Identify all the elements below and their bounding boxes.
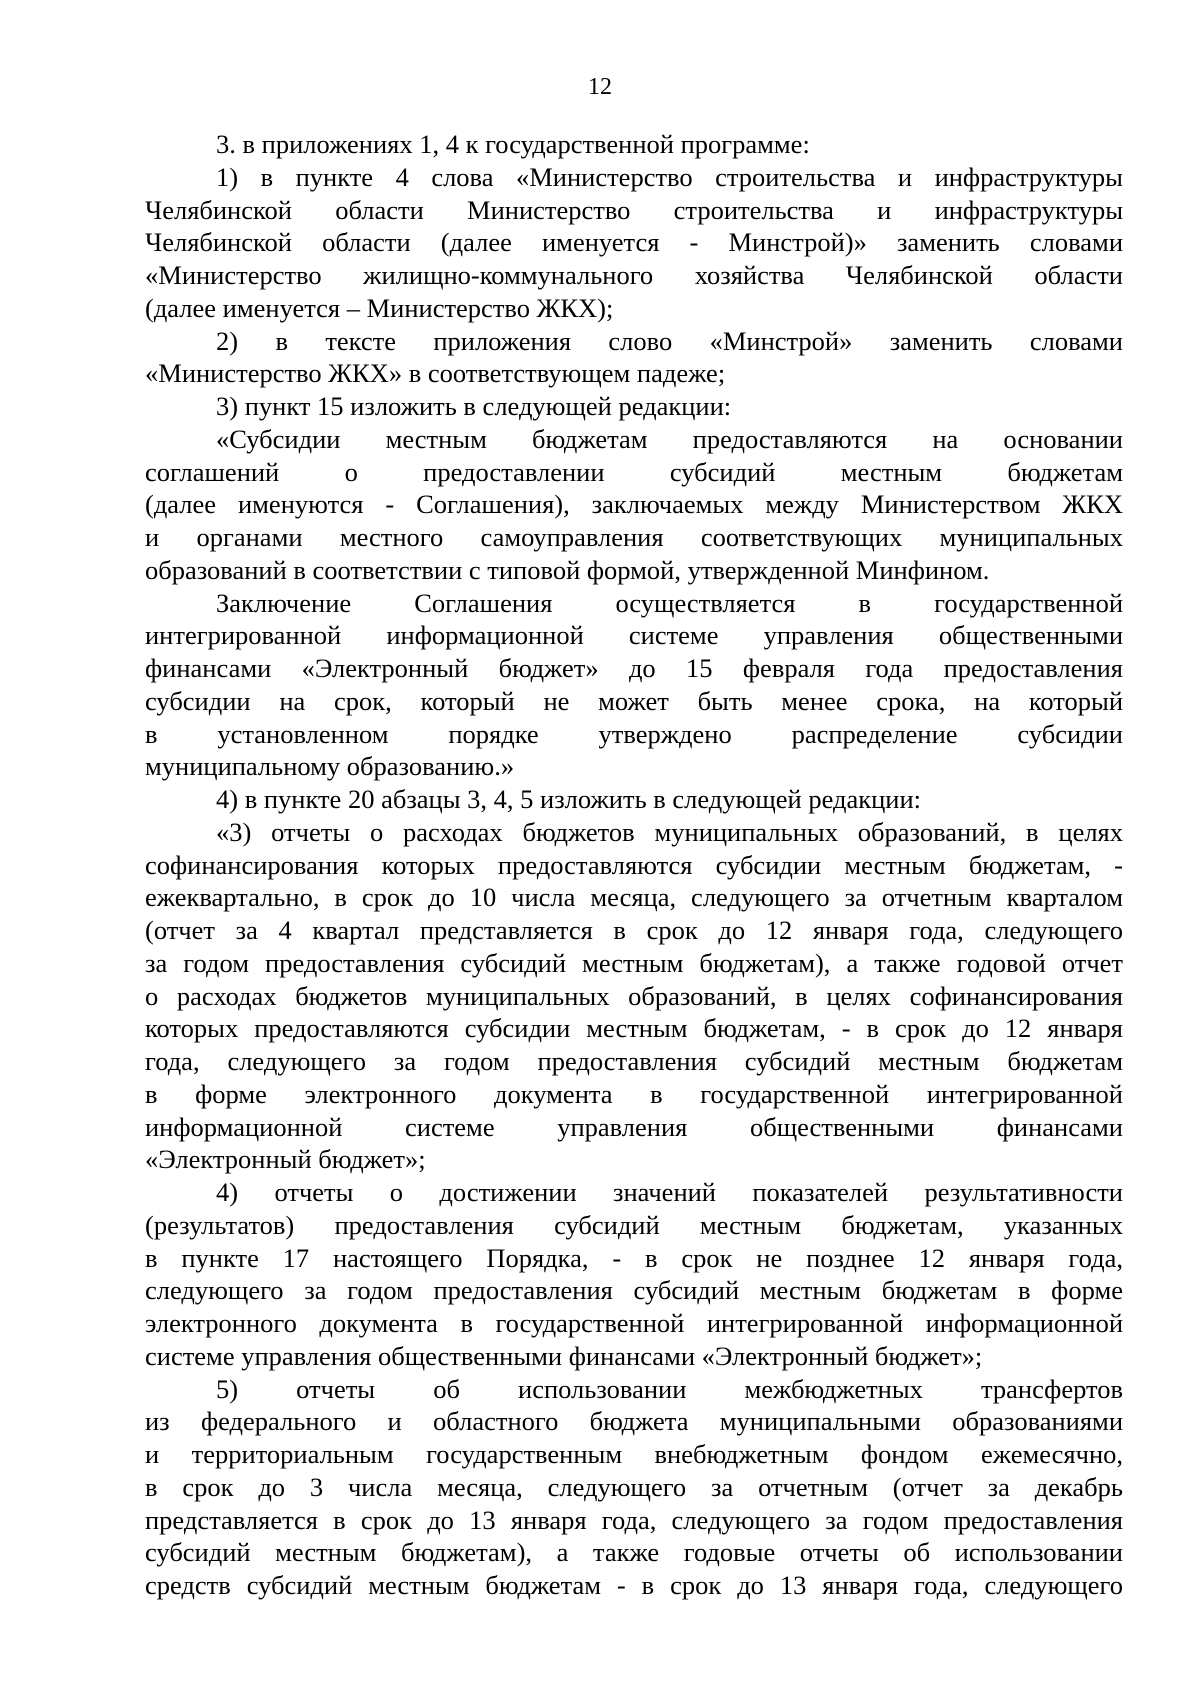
text-line: следующего за годом предоставления субсидий местным бюджетам в форме (145, 1275, 1123, 1306)
text-line: в установленном порядке утверждено распределение субсидии (145, 718, 1123, 749)
text-line: интегрированной информационной системе управления общественными (145, 620, 1123, 651)
text-line: «3) отчеты о расходах бюджетов муниципальных образований, в целях (216, 816, 1123, 847)
text-line: за годом предоставления субсидий местным бюджетам), а также годовой отчет (145, 947, 1123, 978)
text-line: системе управления общественными финансами «Электронный бюджет»; (145, 1340, 983, 1371)
text-line: года, следующего за годом предоставления субсидий местным бюджетам (145, 1046, 1123, 1076)
text-line: (далее именуются - Соглашения), заключаемых между Министерством ЖКХ (145, 489, 1123, 520)
text-line: «Министерство жилищно-коммунального хозяйства Челябинской области (145, 260, 1123, 290)
text-line: о расходах бюджетов муниципальных образований, в целях софинансирования (145, 980, 1123, 1011)
text-line: «Министерство ЖКХ» в соответствующем падеже; (145, 358, 726, 389)
text-line: Челябинской области (далее именуется - Минстрой)» заменить словами (145, 227, 1123, 258)
text-line: и органами местного самоуправления соответствующих муниципальных (145, 522, 1123, 552)
text-line: (результатов) предоставления субсидий местным бюджетам, указанных (145, 1209, 1123, 1240)
text-line: ежеквартально, в срок до 10 числа месяца, следующего за отчетным кварталом (145, 882, 1123, 913)
text-line: представляется в срок до 13 января года, следующего за годом предоставления (145, 1504, 1123, 1535)
document-body (145, 128, 1123, 1602)
text-line: образований в соответствии с типовой формой, утвержденной Минфином. (145, 554, 990, 585)
text-line: и территориальным государственным внебюджетным фондом ежемесячно, (145, 1439, 1123, 1469)
text-line: 1) в пункте 4 слова «Министерство строительства и инфраструктуры (216, 161, 1123, 192)
text-line: 5) отчеты об использовании межбюджетных трансфертов (216, 1373, 1123, 1404)
text-line: 3) пункт 15 изложить в следующей редакции: (216, 391, 732, 421)
text-line: соглашений о предоставлении субсидий местным бюджетам (145, 456, 1123, 487)
text-line: (далее именуется – Министерство ЖКХ); (145, 292, 614, 323)
page-number: 12 (588, 74, 612, 100)
text-line: в пункте 17 настоящего Порядка, - в срок не позднее 12 января года, (145, 1242, 1123, 1273)
text-line: субсидий местным бюджетам), а также годовые отчеты об использовании (145, 1537, 1123, 1568)
text-line: 3. в приложениях 1, 4 к государственной программе: (216, 129, 810, 159)
text-line: 4) в пункте 20 абзацы 3, 4, 5 изложить в следующей редакции: (216, 784, 922, 814)
text-line: (отчет за 4 квартал представляется в срок до 12 января года, следующего (145, 915, 1123, 945)
text-line: 4) отчеты о достижении значений показателей результативности (216, 1177, 1123, 1207)
text-line: Заключение Соглашения осуществляется в государственной (216, 587, 1123, 618)
text-line: 2) в тексте приложения слово «Минстрой» заменить словами (216, 325, 1123, 356)
text-line: которых предоставляются субсидии местным бюджетам, - в срок до 12 января (145, 1013, 1123, 1044)
text-line: в срок до 3 числа месяца, следующего за отчетным (отчет за декабрь (145, 1471, 1123, 1502)
text-line: «Электронный бюджет»; (145, 1144, 426, 1175)
text-line: «Субсидии местным бюджетам предоставляются на основании (216, 423, 1123, 454)
text-line: информационной системе управления общественными финансами (145, 1111, 1123, 1142)
text-line: средств субсидий местным бюджетам - в срок до 13 января года, следующего (145, 1570, 1123, 1600)
text-line: субсидии на срок, который не может быть менее срока, на который (145, 685, 1123, 716)
text-line: электронного документа в государственной интегрированной информационной (145, 1308, 1123, 1338)
text-line: софинансирования которых предоставляются субсидии местным бюджетам, - (145, 849, 1123, 880)
text-line: муниципальному образованию.» (145, 751, 515, 782)
text-line: в форме электронного документа в государственной интегрированной (145, 1078, 1123, 1109)
text-line: финансами «Электронный бюджет» до 15 февраля года предоставления (145, 653, 1123, 683)
text-line: из федерального и областного бюджета муниципальными образованиями (145, 1406, 1123, 1437)
text-line: Челябинской области Министерство строительства и инфраструктуры (145, 194, 1123, 225)
